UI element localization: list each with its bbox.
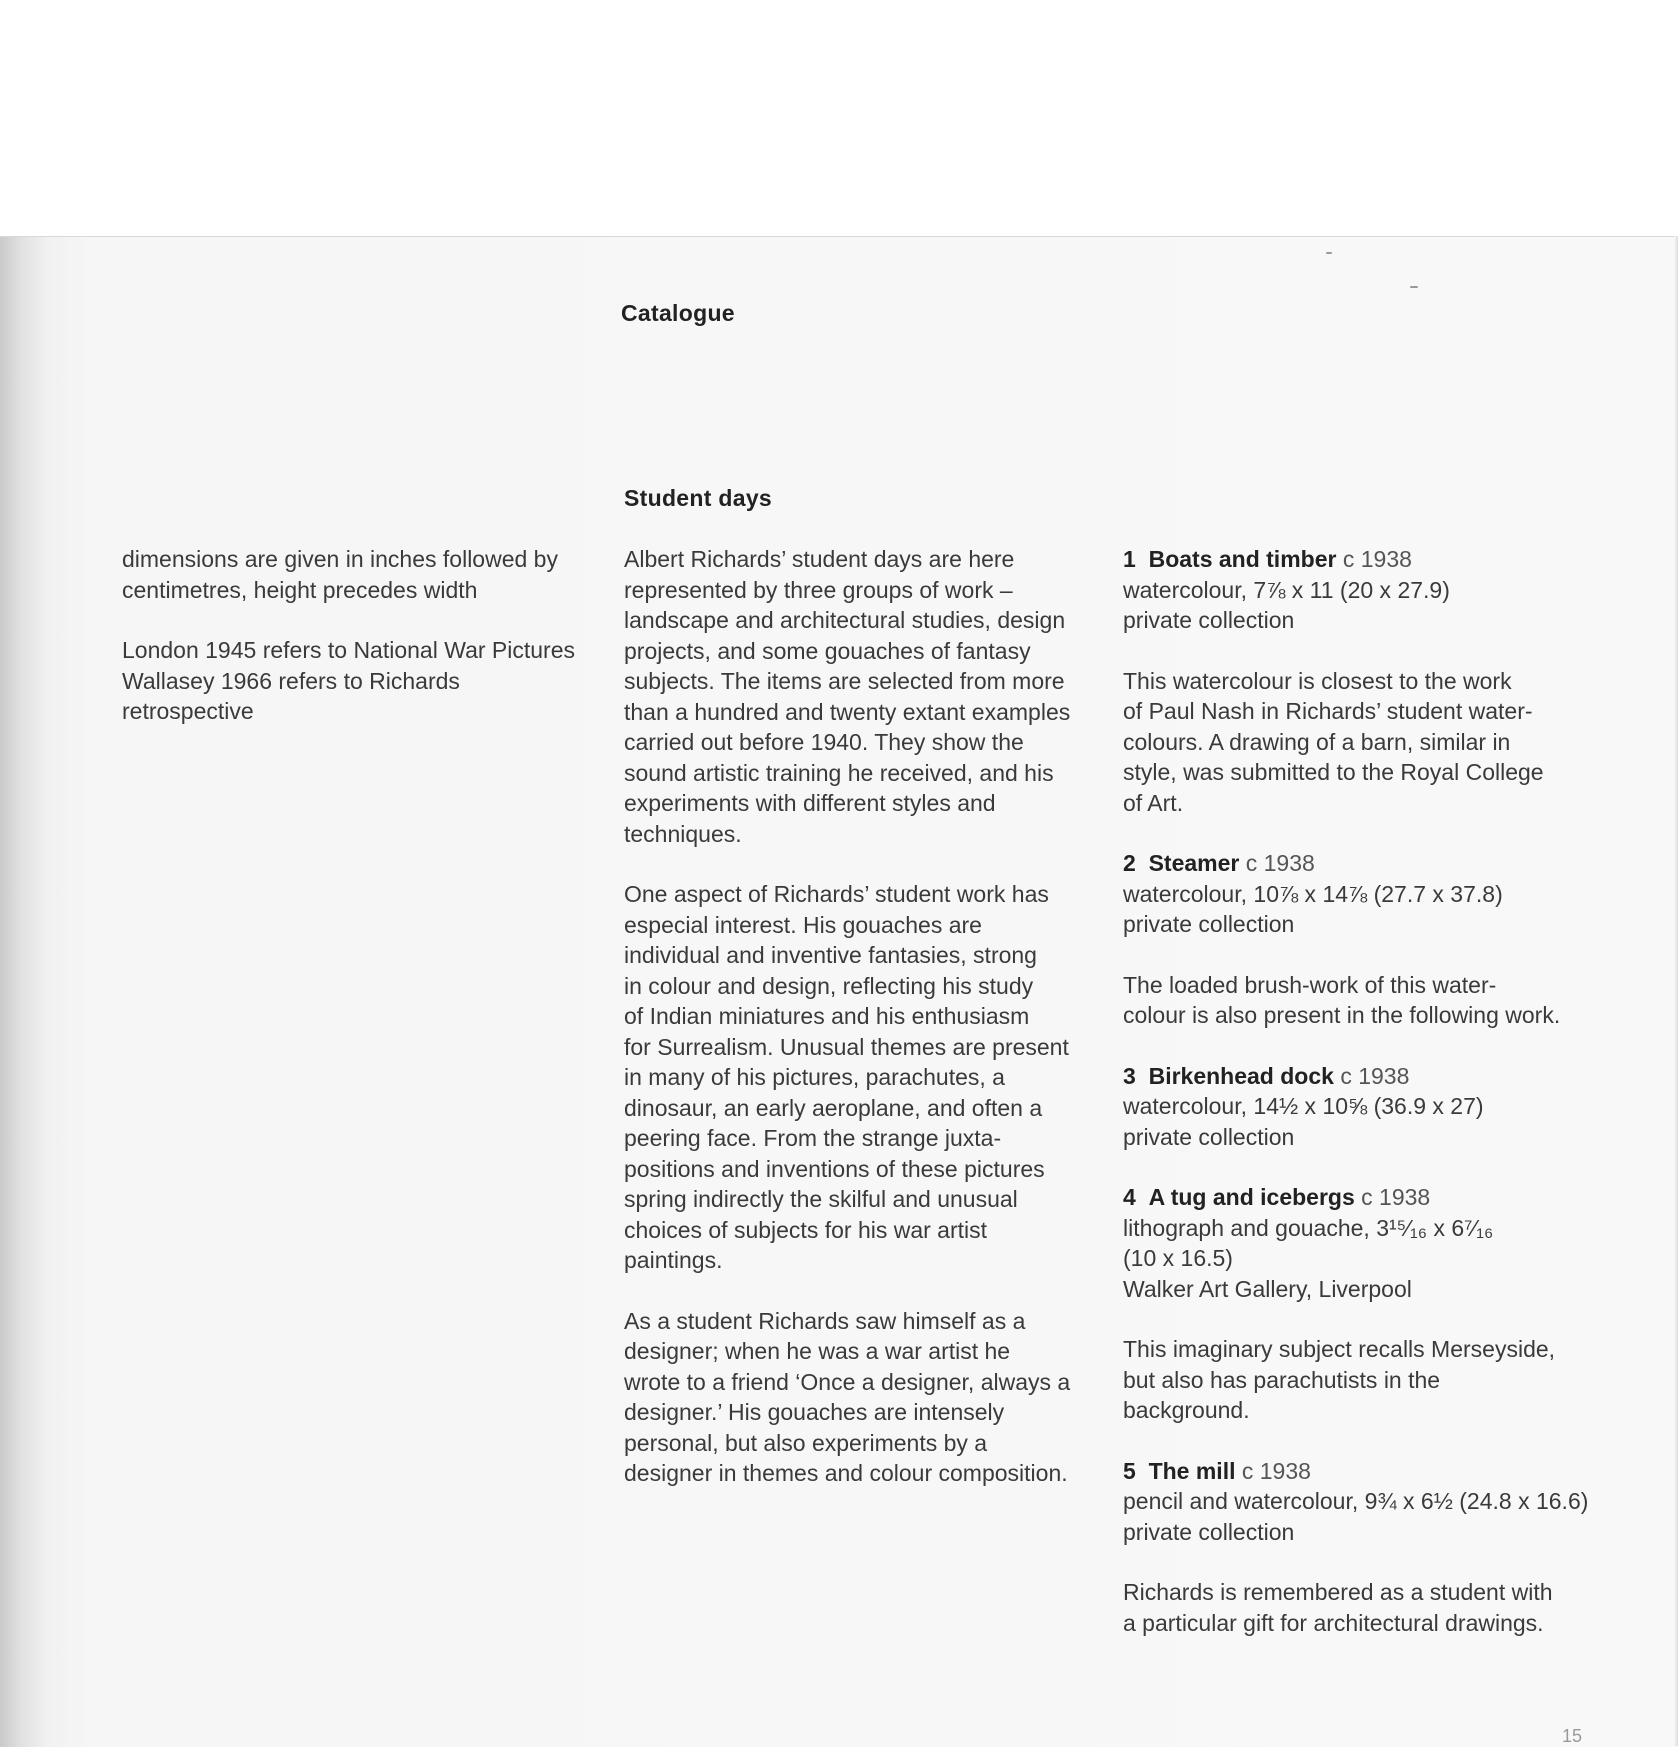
entry-note: This imaginary subject recalls Merseyside, but also has parachutists in the background. [1123,1336,1556,1423]
notes-column [122,544,612,757]
catalogue-entry [1123,1456,1603,1548]
page-number: 15 [1562,1726,1583,1746]
entry-heading [1123,1182,1603,1213]
entry-medium: watercolour, 10⅞ x 14⅞ (27.7 x 37.8) [1123,880,1503,907]
entry-location: private collection [1123,911,1295,937]
scan-margin-top [0,0,1678,236]
subsection-title: Student days [624,485,773,511]
intro-column [624,544,1104,1519]
entry-medium: watercolour, 7⅞ x 11 (20 x 27.9) [1123,576,1450,603]
entry-title: Birkenhead dock [1148,1062,1334,1089]
catalogue-entry [1123,544,1603,636]
entry-date: c 1938 [1342,546,1412,572]
entry-date: c 1938 [1241,1457,1311,1484]
entry-title: The mill [1148,1457,1236,1484]
entry-date: c 1938 [1340,1062,1410,1089]
intro-paragraph: As a student Richards saw himself as a designer; when he was a war artist he wrote to a friend ‘Once a designer, always a designer.’ His gouaches are intensely personal, but also experiments by a designer in themes and colour composition. [624,1307,1071,1486]
entry-heading [1123,1061,1603,1092]
intro-paragraph: One aspect of Richards’ student work has especial interest. His gouaches are individual and inventive fantasies, strong in colour and design, reflecting his study of Indian miniatures and his enthusiasm for Surrealism. Unusual themes are present in many of his pictures, parachutes, a dinosaur, an early aeroplane, and often a peering face. From the strange juxta- positions and inventions of these pictures spring indirectly the skilful and unusual choices of subjects for his war artist paintings. [624,881,1069,1273]
entry-date: c 1938 [1361,1184,1431,1210]
scan-speck [1326,252,1332,254]
catalogue-column [1123,544,1603,1668]
catalogue-entry [1123,848,1603,940]
page-edge [1674,236,1678,1746]
entry-location: private collection [1123,1518,1295,1545]
entry-number: 3 [1123,1062,1136,1089]
entry-title: A tug and icebergs [1148,1184,1355,1210]
notes-paragraph: London 1945 refers to National War Pictures Wallasey 1966 refers to Richards retrospective [122,637,576,724]
entry-location: private collection [1123,1123,1295,1150]
entry-medium: pencil and watercolour, 9¾ x 6½ (24.8 x 16.6) [1123,1488,1589,1514]
entry-heading [1123,1456,1603,1487]
entry-number: 5 [1123,1457,1136,1484]
catalogue-entry [1123,1182,1603,1304]
entry-note: This watercolour is closest to the work of Paul Nash in Richards’ student water- colours. A drawing of a barn, similar in style, was submitted to the Royal College of Art. [1123,667,1544,816]
notes-paragraph: dimensions are given in inches followed by centimetres, height precedes width [122,546,558,603]
entry-title: Steamer [1148,850,1240,876]
intro-paragraph: Albert Richards’ student days are here represented by three groups of work – landscape and architectural studies, design projects, and some gouaches of fantasy subjects. The items are selected from more than a hundred and twenty extant examples carried out before 1940. They show the sound artistic training he received, and his experiments with different styles and techniques. [624,546,1071,847]
entry-heading [1123,848,1603,879]
entry-location: private collection [1123,607,1295,633]
entry-medium: lithograph and gouache, 3¹⁵⁄₁₆ x 6⁷⁄₁₆ (10 x 16.5) [1123,1214,1494,1271]
scan-speck [1410,286,1418,288]
section-title: Catalogue [621,300,735,326]
entry-heading [1123,544,1603,575]
entry-location: Walker Art Gallery, Liverpool [1123,1275,1412,1302]
entry-number: 4 [1123,1184,1136,1210]
entry-medium: watercolour, 14½ x 10⅝ (36.9 x 27) [1123,1093,1484,1119]
entry-number: 1 [1123,546,1136,572]
entry-title: Boats and timber [1148,546,1337,572]
entry-date: c 1938 [1245,850,1315,876]
entry-note: Richards is remembered as a student with a particular gift for architectural drawings. [1123,1579,1553,1636]
entry-note: The loaded brush-work of this water- colour is also present in the following work. [1123,971,1561,1028]
catalogue-entry [1123,1061,1603,1153]
entry-number: 2 [1123,850,1136,876]
